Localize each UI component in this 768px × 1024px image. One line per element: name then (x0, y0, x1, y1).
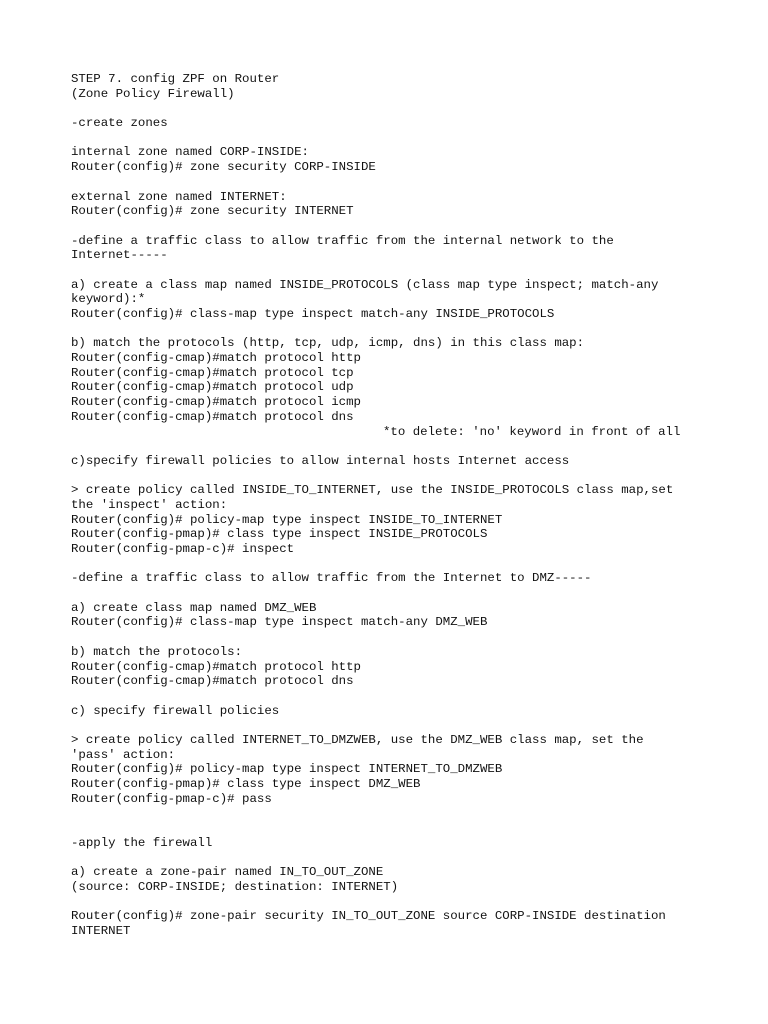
blank-line (71, 850, 731, 865)
blank-line (71, 821, 731, 836)
blank-line (71, 630, 731, 645)
text-line: Router(config-cmap)#match protocol tcp (71, 365, 354, 380)
text-line: a) create a class map named INSIDE_PROTOCOLS (class map type inspect; match-any (71, 277, 659, 292)
text-line: Router(config)# zone security CORP-INSIDE (71, 160, 376, 175)
blank-line (71, 101, 731, 116)
text-line: Router(config)# class-map type inspect match-any INSIDE_PROTOCOLS (71, 307, 555, 321)
text-line: (source: CORP-INSIDE; destination: INTERNET) (71, 879, 399, 894)
text-line: > create policy called INSIDE_TO_INTERNET, use the INSIDE_PROTOCOLS class map,set (71, 483, 674, 498)
blank-line (71, 469, 731, 484)
text-line: Router(config-cmap)#match protocol http (71, 351, 361, 366)
text-line: Router(config-pmap)# class type inspect INSIDE_PROTOCOLS (71, 527, 488, 542)
blank-line (71, 131, 731, 146)
text-line: Router(config)# policy-map type inspect INSIDE_TO_INTERNET (71, 512, 503, 527)
text-line: Router(config)# zone security INTERNET (71, 204, 354, 219)
text-line: a) create a zone-pair named IN_TO_OUT_ZONE (71, 865, 384, 880)
text-line: STEP 7. config ZPF on Router (71, 72, 280, 86)
text-line: Router(config)# zone-pair security IN_TO_OUT_ZONE source CORP-INSIDE destination (71, 909, 666, 924)
text-line: b) match the protocols: (71, 644, 243, 659)
text-line: > create policy called INTERNET_TO_DMZWEB, use the DMZ_WEB class map, set the (71, 732, 644, 747)
blank-line (71, 586, 731, 601)
text-line: Router(config-cmap)#match protocol udp (71, 380, 354, 395)
blank-line (71, 718, 731, 733)
blank-line (71, 322, 731, 337)
text-line: Internet----- (71, 248, 168, 263)
text-line: -define a traffic class to allow traffic from the internal network to the (71, 233, 614, 248)
text-line: c)specify firewall policies to allow internal hosts Internet access (71, 453, 570, 468)
text-line: Router(config-cmap)#match protocol icmp (71, 395, 361, 410)
blank-line (71, 557, 731, 572)
text-line: Router(config-cmap)#match protocol dns (71, 674, 354, 689)
text-line: the 'inspect' action: (71, 497, 228, 512)
text-line: keyword):* (71, 292, 146, 307)
text-line: Router(config)# class-map type inspect match-any DMZ_WEB (71, 615, 488, 630)
text-line: Router(config-cmap)#match protocol dns (71, 409, 354, 424)
blank-line (71, 439, 731, 454)
text-line: Router(config-pmap)# class type inspect DMZ_WEB (71, 777, 421, 791)
text-line: -create zones (71, 116, 168, 131)
text-line: Router(config-pmap-c)# inspect (71, 542, 295, 556)
text-line: b) match the protocols (http, tcp, udp, icmp, dns) in this class map: (71, 336, 585, 351)
text-line: a) create class map named DMZ_WEB (71, 600, 317, 615)
text-line: Router(config)# policy-map type inspect INTERNET_TO_DMZWEB (71, 762, 503, 777)
text-line: c) specify firewall policies (71, 703, 280, 718)
text-line: Router(config-pmap-c)# pass (71, 791, 272, 806)
text-line: external zone named INTERNET: (71, 189, 287, 204)
margin-note: *to delete: 'no' keyword in front of all (383, 424, 681, 439)
document-page (71, 72, 731, 939)
blank-line (71, 895, 731, 910)
text-line: 'pass' action: (71, 747, 176, 762)
blank-line (71, 689, 731, 704)
text-line: -define a traffic class to allow traffic from the Internet to DMZ----- (71, 571, 592, 586)
text-line: -apply the firewall (71, 835, 213, 850)
blank-line (71, 219, 731, 234)
blank-line (71, 263, 731, 278)
text-line: (Zone Policy Firewall) (71, 86, 235, 101)
blank-line (71, 175, 731, 190)
text-line: internal zone named CORP-INSIDE: (71, 145, 309, 160)
text-line: Router(config-cmap)#match protocol http (71, 659, 361, 674)
text-line: INTERNET (71, 923, 131, 938)
blank-line (71, 806, 731, 821)
